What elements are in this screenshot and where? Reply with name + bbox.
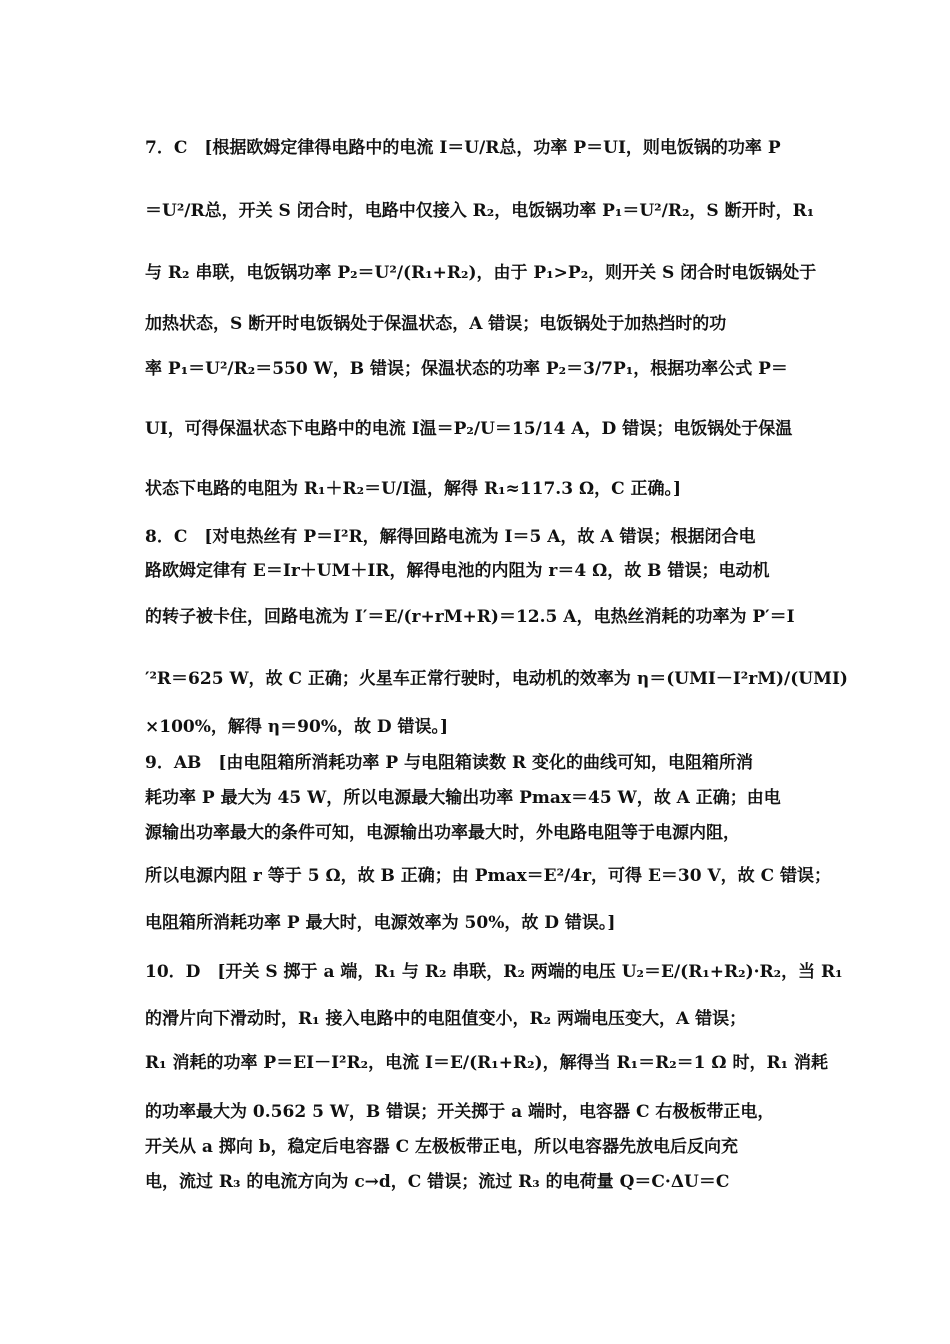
text-line: UI，可得保温状态下电路中的电流 I温＝P₂/U＝15/14 A，D 错误；电饭锅处于保温 — [145, 419, 793, 439]
text-line: ×100%，解得 η＝90%，故 D 错误。] — [145, 717, 449, 737]
text-line: 电，流过 R₃ 的电流方向为 c→d，C 错误；流过 R₃ 的电荷量 Q＝C·ΔU＝C — [145, 1172, 730, 1192]
text-line: ＝U²/R总，开关 S 闭合时，电路中仅接入 R₂，电饭锅功率 P₁＝U²/R₂，S 断开时，R₁ — [145, 201, 815, 221]
text-line: 状态下电路的电阻为 R₁＋R₂＝U/I温，解得 R₁≈117.3 Ω，C 正确。] — [145, 479, 682, 499]
text-line: 源输出功率最大的条件可知，电源输出功率最大时，外电路电阻等于电源内阻， — [145, 823, 740, 843]
text-line: 耗功率 P 最大为 45 W，所以电源最大输出功率 Pmax＝45 W，故 A 正确；由电 — [145, 788, 781, 808]
text-line: 所以电源内阻 r 等于 5 Ω，故 B 正确；由 Pmax＝E²/4r，可得 E＝30 V，故 C 错误； — [145, 866, 832, 886]
text-line: 的功率最大为 0.562 5 W，B 错误；开关掷于 a 端时，电容器 C 右极板带正电， — [145, 1102, 775, 1122]
text-line: 9．AB [由电阻箱所消耗功率 P 与电阻箱读数 R 变化的曲线可知，电阻箱所消 — [145, 753, 754, 773]
text-line: 8．C [对电热丝有 P＝I²R，解得回路电流为 I＝5 A，故 A 错误；根据闭合电 — [145, 527, 756, 547]
text-line: 电阻箱所消耗功率 P 最大时，电源效率为 50%，故 D 错误。] — [145, 913, 616, 933]
text-line: 加热状态，S 断开时电饭锅处于保温状态，A 错误；电饭锅处于加热挡时的功 — [145, 314, 727, 334]
text-line: ′²R＝625 W，故 C 正确；火星车正常行驶时，电动机的效率为 η＝(UMI－I²rM)/(UMI) — [145, 669, 848, 689]
text-line: 与 R₂ 串联，电饭锅功率 P₂＝U²/(R₁+R₂)，由于 P₁>P₂，则开关 S 闭合时电饭锅处于 — [145, 263, 817, 283]
text-line: 开关从 a 掷向 b，稳定后电容器 C 左极板带正电，所以电容器先放电后反向充 — [145, 1137, 739, 1157]
text-line: 的滑片向下滑动时，R₁ 接入电路中的电阻值变小，R₂ 两端电压变大，A 错误； — [145, 1009, 747, 1029]
text-line: 的转子被卡住，回路电流为 I′＝E/(r+rM+R)＝12.5 A，电热丝消耗的功率为 P′＝I — [145, 607, 795, 627]
text-line: 7．C [根据欧姆定律得电路中的电流 I＝U/R总，功率 P＝UI，则电饭锅的功率 P — [145, 138, 781, 158]
text-line: 10．D [开关 S 掷于 a 端，R₁ 与 R₂ 串联，R₂ 两端的电压 U₂＝E/(R₁+R₂)·R₂，当 R₁ — [145, 962, 843, 982]
text-line: 路欧姆定律有 E＝Ir＋UM＋IR，解得电池的内阻为 r＝4 Ω，故 B 错误；电动机 — [145, 561, 770, 581]
text-line: R₁ 消耗的功率 P＝EI－I²R₂，电流 I＝E/(R₁+R₂)，解得当 R₁＝R₂＝1 Ω 时，R₁ 消耗 — [145, 1053, 828, 1073]
text-line: 率 P₁＝U²/R₂＝550 W，B 错误；保温状态的功率 P₂＝3/7P₁，根据功率公式 P＝ — [145, 359, 788, 379]
